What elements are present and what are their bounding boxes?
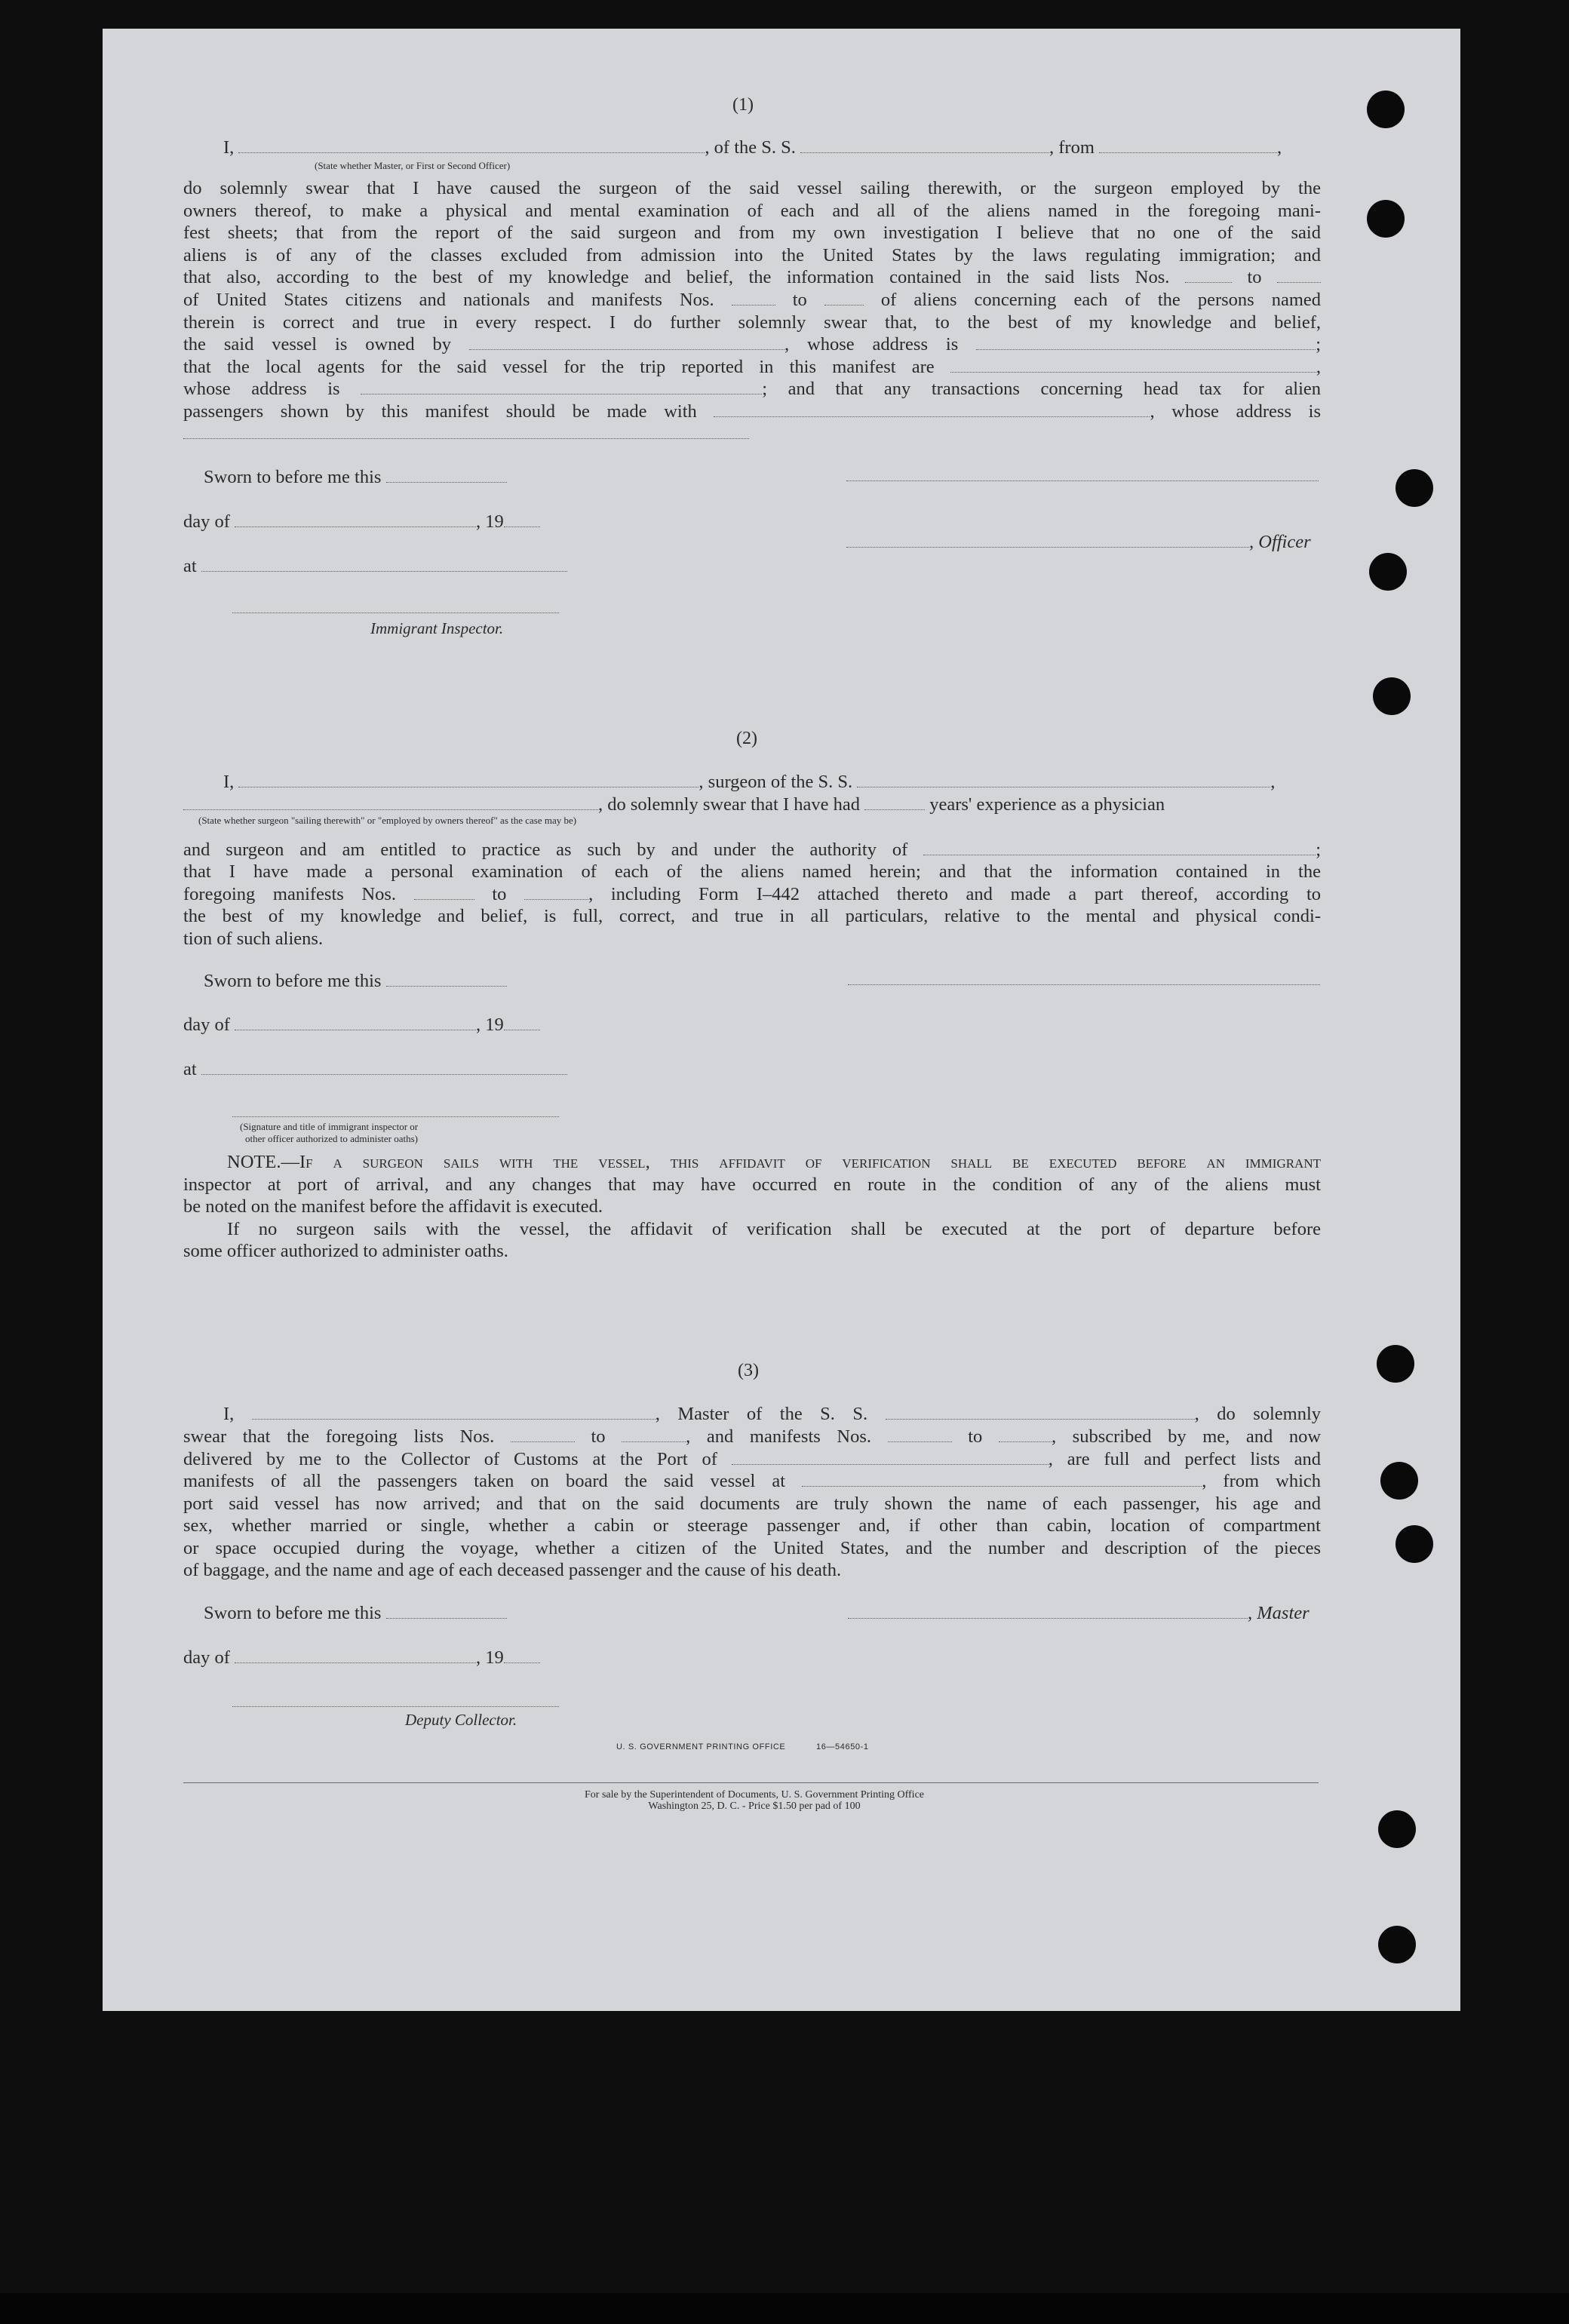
s1-para-11: passengers shown by this manifest should be made with , whose address is bbox=[183, 401, 1322, 422]
s2-para-3: and surgeon and am entitled to practice as such by and under the authority of ; bbox=[183, 840, 1322, 860]
s2-surgeon-note: (State whether surgeon "sailing therewith" or "employed by owners thereof" as the case may be) bbox=[198, 815, 577, 826]
s1-inspector-label: Immigrant Inspector. bbox=[370, 619, 504, 637]
s2-sworn: Sworn to before me this bbox=[204, 970, 507, 993]
s1-para-6: of United States citizens and nationals and manifests Nos. to of aliens concerning each of the persons named bbox=[183, 290, 1322, 310]
binder-hole-3 bbox=[1396, 469, 1433, 507]
sale-notice-2: Washington 25, D. C. - Price $1.50 per pad of 100 bbox=[648, 1801, 861, 1812]
s3-line-6: sex, whether married or single, whether a cabin or steerage passenger and, if other than cabin, location of compartment bbox=[183, 1515, 1321, 1536]
s1-para-10: whose address is ; and that any transactions concerning head tax for alien bbox=[183, 379, 1322, 399]
s1-para-9: that the local agents for the said vessel for the trip reported in this manifest are , bbox=[183, 357, 1322, 377]
section-3-number: (3) bbox=[738, 1361, 759, 1380]
s1-officer-line: , Officer bbox=[846, 531, 1311, 554]
sale-notice-1: For sale by the Superintendent of Documents, U. S. Government Printing Office bbox=[585, 1789, 924, 1801]
s1-para-5: that also, according to the best of my knowledge and belief, the information contained in the said lists Nos. to bbox=[183, 266, 1321, 289]
s2-para-4: that I have made a personal examination of each of the aliens named herein; and that the information contained in the bbox=[183, 861, 1321, 882]
s2-signature-note-1: (Signature and title of immigrant inspector or bbox=[240, 1121, 419, 1132]
s3-day-of: day of , 19 bbox=[183, 1647, 540, 1669]
s2-note-5: some officer authorized to administer oaths. bbox=[183, 1241, 508, 1261]
s2-para-6: the best of my knowledge and belief, is full, correct, and true in all particulars, relative to the mental and physical condi- bbox=[183, 906, 1321, 926]
s1-officer-note: (State whether Master, or First or Second Officer) bbox=[315, 160, 511, 171]
s1-signature-line[interactable] bbox=[846, 480, 1319, 481]
s3-line-4: manifests of all the passengers taken on board the said vessel at , from which bbox=[183, 1471, 1322, 1491]
s2-line-2: , do solemnly swear that I have had years' experience as a physician bbox=[183, 794, 1165, 816]
s2-note-4: If no surgeon sails with the vessel, the affidavit of verification shall be executed at the port of departure before bbox=[227, 1219, 1321, 1239]
s3-line-3: delivered by me to the Collector of Customs at the Port of , are full and perfect lists and bbox=[183, 1449, 1322, 1469]
s1-inspector-line[interactable] bbox=[232, 612, 559, 613]
s1-para-4: aliens is of any of the classes excluded from admission into the United States by the laws regulating immigration; and bbox=[183, 245, 1321, 266]
binder-hole-8 bbox=[1396, 1525, 1433, 1563]
s1-para-7: therein is correct and true in every respect. I do further solemnly swear that, to the best of my knowledge and belief, bbox=[183, 312, 1321, 333]
s3-deputy-line[interactable] bbox=[232, 1706, 559, 1707]
s3-deputy-label: Deputy Collector. bbox=[405, 1711, 517, 1729]
s3-sworn: Sworn to before me this bbox=[204, 1602, 507, 1625]
s2-line-1: I, , surgeon of the S. S. , bbox=[223, 772, 1276, 792]
form-code: 16—54650-1 bbox=[816, 1742, 869, 1751]
binder-hole-4 bbox=[1369, 553, 1407, 591]
binder-hole-5 bbox=[1373, 677, 1411, 715]
section-2-number: (2) bbox=[736, 729, 757, 748]
s1-para-3: fest sheets; that from the report of the said surgeon and from my own investigation I believe that no one of the said bbox=[183, 223, 1321, 243]
s1-address-line bbox=[183, 438, 749, 439]
s1-para-2: owners thereof, to make a physical and mental examination of each and all of the aliens named in the foregoing mani- bbox=[183, 201, 1321, 221]
s2-note-3: be noted on the manifest before the affidavit is executed. bbox=[183, 1196, 603, 1217]
s1-para-8: the said vessel is owned by , whose address is ; bbox=[183, 334, 1321, 355]
binder-hole-2 bbox=[1367, 200, 1405, 238]
s3-line-1: I, , Master of the S. S. , do solemnly bbox=[223, 1404, 1322, 1424]
s3-line-5: port said vessel has now arrived; and that on the said documents are truly shown the name of each passenger, his age and bbox=[183, 1494, 1321, 1514]
footer-rule bbox=[183, 1782, 1319, 1783]
binder-hole-10 bbox=[1378, 1926, 1416, 1963]
s2-para-5: foregoing manifests Nos. to , including Form I–442 attached thereto and made a part thereof, according to bbox=[183, 884, 1322, 904]
s3-line-7: or space occupied during the voyage, whether a citizen of the United States, and the number and description of the pieces bbox=[183, 1538, 1321, 1558]
s2-signature-note-2: other officer authorized to administer oaths) bbox=[245, 1133, 418, 1144]
s1-line-1: I, , of the S. S. , from , bbox=[223, 137, 1282, 158]
s3-line-8: of baggage, and the name and age of each deceased passenger and the cause of his death. bbox=[183, 1560, 842, 1580]
s2-note-2: inspector at port of arrival, and any changes that may have occurred en route in the condition of any of the aliens must bbox=[183, 1174, 1321, 1195]
binder-hole-6 bbox=[1377, 1345, 1414, 1383]
s3-line-2: swear that the foregoing lists Nos. to , and manifests Nos. to , subscribed by me, and now bbox=[183, 1426, 1322, 1447]
s1-sworn: Sworn to before me this bbox=[204, 466, 507, 489]
s2-day-of: day of , 19 bbox=[183, 1014, 540, 1036]
s2-at: at bbox=[183, 1058, 567, 1081]
scan-border bbox=[0, 2293, 1569, 2324]
section-1-number: (1) bbox=[732, 95, 754, 115]
s1-at: at bbox=[183, 555, 567, 578]
binder-hole-7 bbox=[1380, 1462, 1418, 1500]
gpo-imprint: U. S. GOVERNMENT PRINTING OFFICE bbox=[616, 1742, 786, 1751]
s1-para-1: do solemnly swear that I have caused the surgeon of the said vessel sailing therewith, or the surgeon employed by the bbox=[183, 178, 1321, 198]
s1-day-of: day of , 19 bbox=[183, 511, 540, 533]
binder-hole-9 bbox=[1378, 1810, 1416, 1848]
s3-master-line: , Master bbox=[848, 1602, 1310, 1625]
s2-para-7: tion of such aliens. bbox=[183, 929, 324, 949]
binder-hole-1 bbox=[1367, 91, 1405, 128]
s2-note-1: NOTE.—If a surgeon sails with the vessel, this affidavit of verification shall be executed before an immigrant bbox=[227, 1152, 1321, 1172]
s2-signature-line[interactable] bbox=[848, 984, 1320, 985]
s2-inspector-line[interactable] bbox=[232, 1116, 559, 1117]
